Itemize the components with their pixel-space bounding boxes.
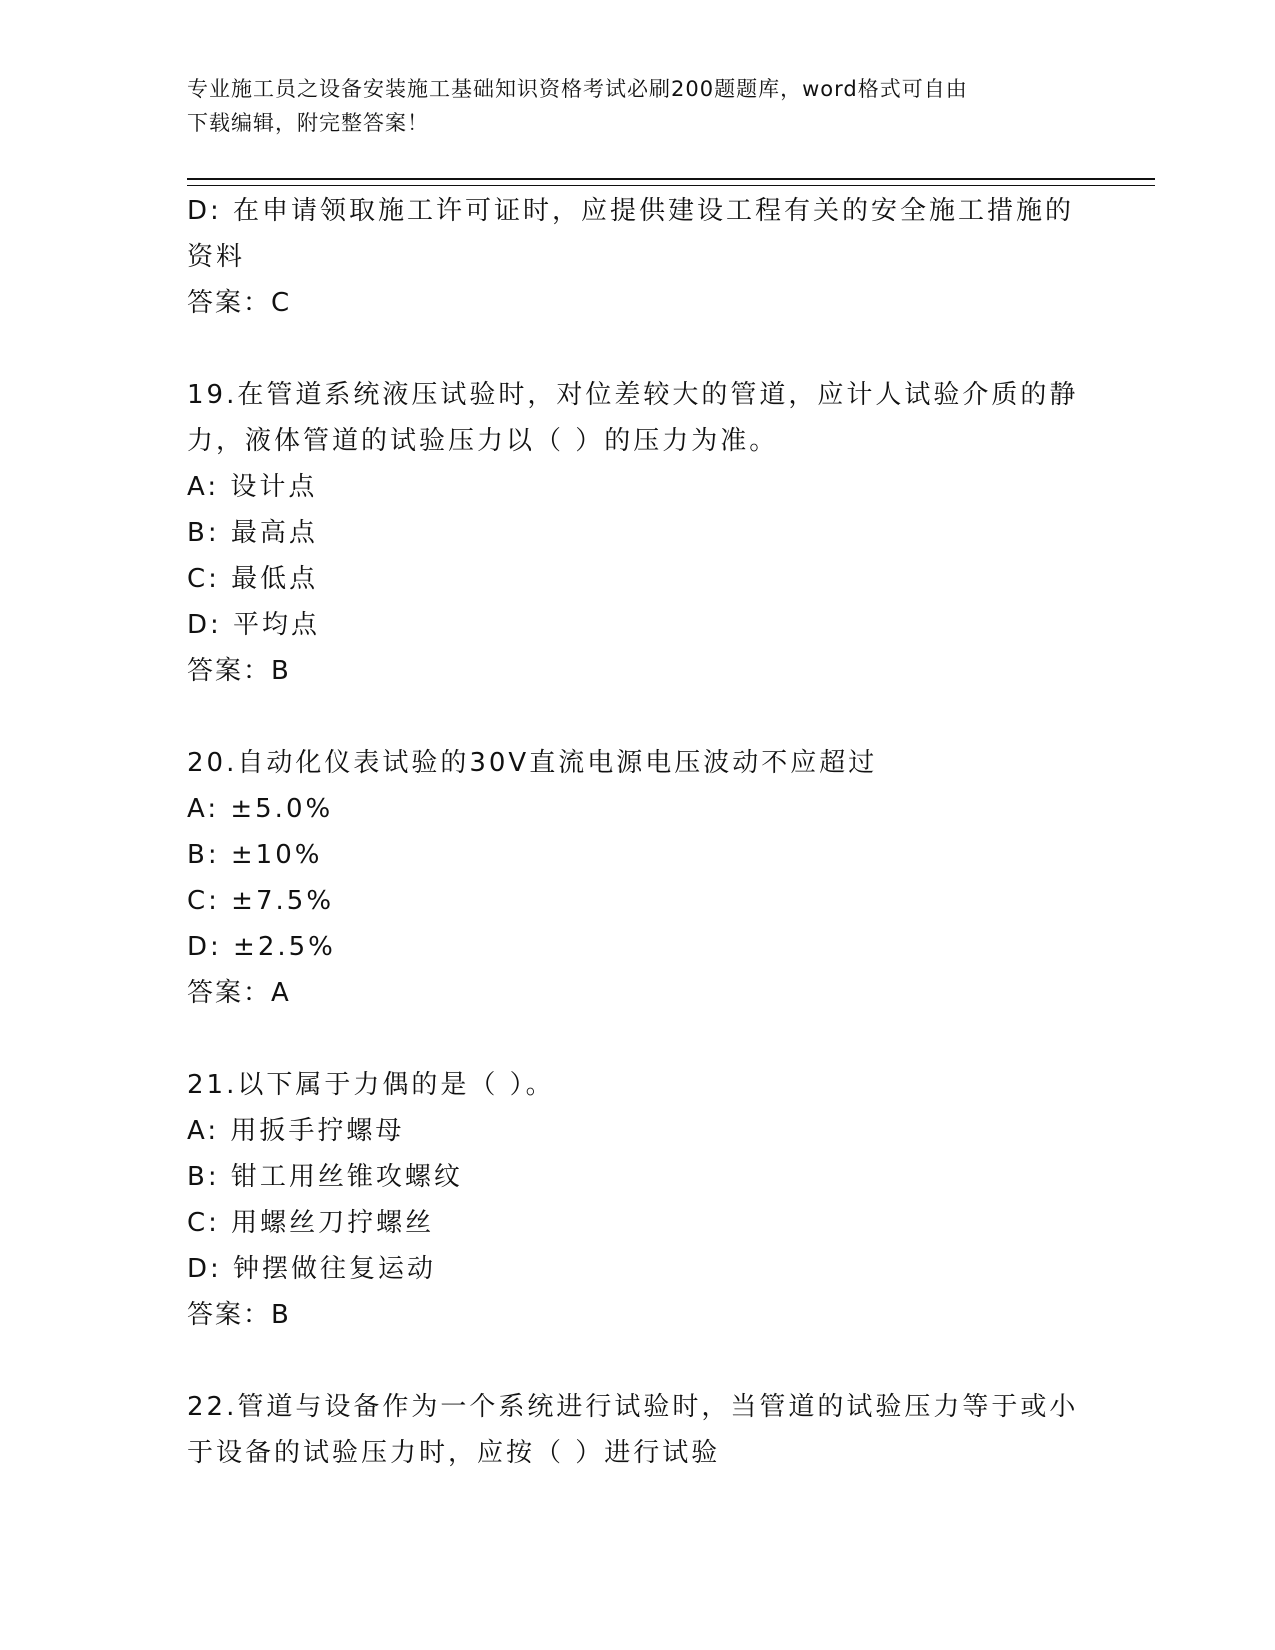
option-b: B: ±10% [187,840,323,870]
spacer [187,1016,1087,1062]
spacer [187,326,1087,372]
option-c: C: ±7.5% [187,886,335,916]
option-c: C: 最低点 [187,564,319,594]
answer-label: 答案：B [187,1300,291,1330]
option-a: A: ±5.0% [187,794,334,824]
document-body [187,188,1087,1476]
question-stem: 于设备的试验压力时，应按（ ）进行试验 [187,1438,721,1468]
page-header [187,72,1087,140]
option-b: B: 钳工用丝锥攻螺纹 [187,1162,463,1192]
header-line: 下载编辑，附完整答案！ [187,111,429,135]
option-d-line: 资料 [187,242,246,272]
question-stem: 力，液体管道的试验压力以（ ）的压力为准。 [187,426,779,456]
option-d: D: 钟摆做往复运动 [187,1254,437,1284]
question-19 [187,372,1087,694]
option-d-line: D: 在申请领取施工许可证时，应提供建设工程有关的安全施工措施的 [187,196,1075,226]
header-divider [187,178,1155,186]
answer-label: 答案：B [187,656,291,686]
option-b: B: 最高点 [187,518,318,548]
option-d: D: 平均点 [187,610,321,640]
question-18-tail [187,188,1087,326]
question-stem: 22.管道与设备作为一个系统进行试验时，当管道的试验压力等于或小 [187,1392,1079,1422]
question-20 [187,740,1087,1016]
header-line: 专业施工员之设备安装施工基础知识资格考试必刷200题题库，word格式可自由 [187,77,968,101]
question-stem: 20.自动化仪表试验的30V直流电源电压波动不应超过 [187,748,878,778]
question-21 [187,1062,1087,1338]
answer-label: 答案：C [187,288,292,318]
spacer [187,694,1087,740]
question-stem: 21.以下属于力偶的是（ ）。 [187,1070,555,1100]
spacer [187,1338,1087,1384]
option-d: D: ±2.5% [187,932,336,962]
question-stem: 19.在管道系统液压试验时，对位差较大的管道，应计人试验介质的静 [187,380,1079,410]
option-a: A: 设计点 [187,472,318,502]
option-a: A: 用扳手拧螺母 [187,1116,405,1146]
option-c: C: 用螺丝刀拧螺丝 [187,1208,435,1238]
answer-label: 答案：A [187,978,291,1008]
question-22 [187,1384,1087,1476]
